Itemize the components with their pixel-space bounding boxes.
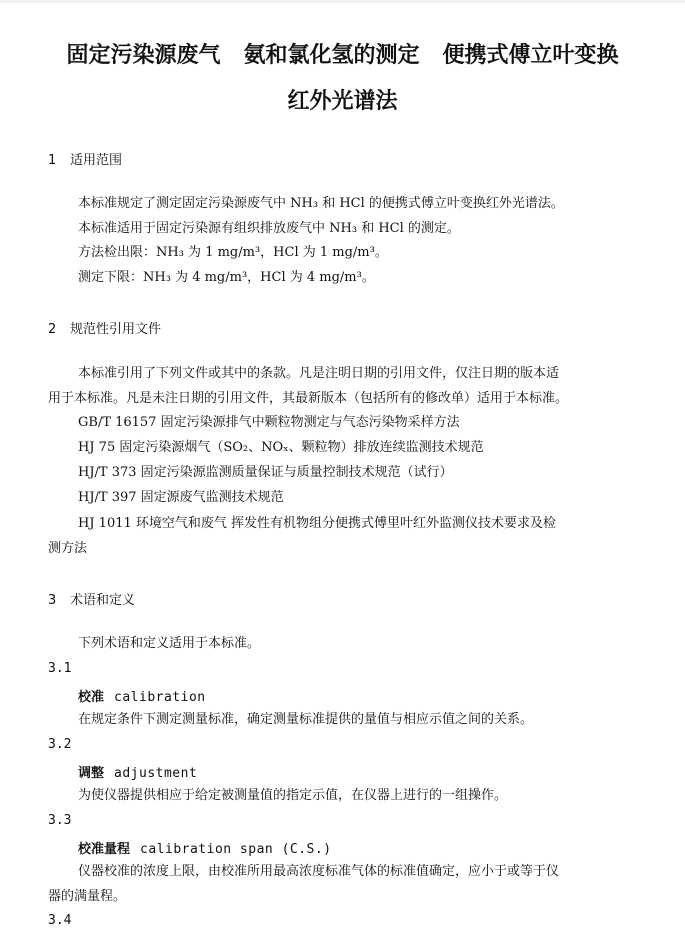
reference-item: GB/T 16157 固定污染源排气中颗粒物测定与气态污染物采样方法 <box>78 415 460 430</box>
section-number: 1 <box>48 153 57 168</box>
reference-item: HJ 75 固定污染源烟气（SO₂、NOₓ、颗粒物）排放连续监测技术规范 <box>78 440 484 455</box>
term-definition: 在规定条件下测定测量标准，确定测量标准提供的量值与相应示值之间的关系。 <box>78 712 534 727</box>
document-title-line-2: 红外光谱法 <box>287 89 398 114</box>
term-heading <box>78 762 197 781</box>
term-english: adjustment <box>114 766 198 781</box>
term-chinese: 调整 <box>78 766 105 781</box>
reference-item: HJ/T 397 固定源废气监测技术规范 <box>78 490 284 505</box>
section-3-intro: 下列术语和定义适用于本标准。 <box>78 636 261 651</box>
section-title: 术语和定义 <box>70 593 136 608</box>
page-top-edge <box>0 0 685 3</box>
term-heading <box>78 838 332 857</box>
section-number: 2 <box>48 322 57 337</box>
term-definition-continuation: 器的满量程。 <box>48 889 127 904</box>
term-definition: 为使仪器提供相应于给定被测量值的指定示值，在仪器上进行的一组操作。 <box>78 788 508 803</box>
section-1-heading <box>48 149 122 168</box>
reference-item: HJ/T 373 固定污染源监测质量保证与质量控制技术规范（试行） <box>78 465 453 480</box>
section-2-intro-line-1: 本标准引用了下列文件或其中的条款。凡是注明日期的引用文件，仅注日期的版本适 <box>78 366 560 381</box>
reference-item-continuation: 测方法 <box>48 541 88 556</box>
term-number: 3.1 <box>48 661 72 676</box>
term-chinese: 校准量程 <box>78 842 131 857</box>
term-number: 3.2 <box>48 737 72 752</box>
term-definition: 仪器校准的浓度上限，由校准所用最高浓度标准气体的标准值确定，应小于或等于仪 <box>78 864 560 879</box>
term-english: calibration <box>114 690 206 705</box>
section-1-paragraph: 测定下限：NH₃ 为 4 mg/m³，HCl 为 4 mg/m³。 <box>78 270 375 285</box>
section-1-paragraph: 方法检出限：NH₃ 为 1 mg/m³，HCl 为 1 mg/m³。 <box>78 245 388 260</box>
term-chinese: 校准 <box>78 690 105 705</box>
term-number: 3.3 <box>48 813 72 828</box>
term-english: calibration span (C.S.) <box>140 842 332 857</box>
reference-item: HJ 1011 环境空气和废气 挥发性有机物组分便携式傅里叶红外监测仪技术要求及检 <box>78 516 557 531</box>
section-title: 规范性引用文件 <box>70 322 162 337</box>
section-3-heading <box>48 589 135 608</box>
term-number: 3.4 <box>48 913 72 928</box>
section-title: 适用范围 <box>70 153 123 168</box>
section-1-paragraph: 本标准适用于固定污染源有组织排放废气中 NH₃ 和 HCl 的测定。 <box>78 221 460 236</box>
section-2-intro-line-2: 用于本标准。凡是未注日期的引用文件，其最新版本（包括所有的修改单）适用于本标准。 <box>48 391 569 406</box>
section-number: 3 <box>48 593 57 608</box>
term-heading <box>78 686 206 705</box>
document-title-line-1: 固定污染源废气 氨和氯化氢的测定 便携式傅立叶变换 <box>66 43 619 68</box>
section-2-heading <box>48 318 161 337</box>
section-1-paragraph: 本标准规定了测定固定污染源废气中 NH₃ 和 HCl 的便携式傅立叶变换红外光谱法。 <box>78 196 564 211</box>
